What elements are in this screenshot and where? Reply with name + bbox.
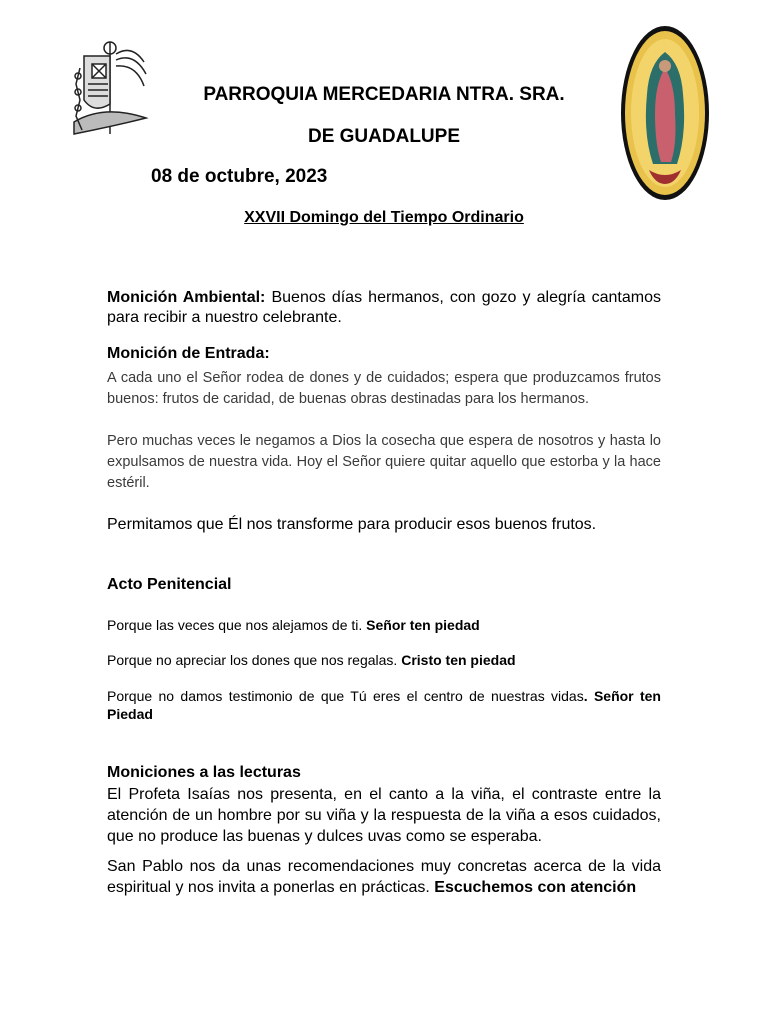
ambiental-paragraph [107, 288, 661, 328]
penitencial-heading: Acto Penitencial [107, 576, 232, 593]
entrada-paragraph-3: Permitamos que Él nos transforme para producir esos buenos frutos. [107, 516, 597, 533]
entrada-paragraph-1: A cada uno el Señor rodea de dones y de cuidados; espera que produzcamos frutos buenos: frutos de caridad, de buenas obras destinadas para los hermanos. [107, 370, 661, 407]
entrada-paragraph-2: Pero muchas veces le negamos a Dios la cosecha que espera de nosotros y hasta lo expulsamos de nuestra vida. Hoy el Señor quiere quitar aquello que estorba y la hace estéril. [107, 433, 661, 491]
lecturas-paragraph-1: El Profeta Isaías nos presenta, en el canto a la viña, el contraste entre la atención de un hombre por su viña y la respuesta de la viña a esos cuidados, que no produce las buenas y dulces uvas como se esperaba. [107, 786, 661, 845]
penitencial-item: Porque no apreciar los dones que nos regalas. Cristo ten piedad [107, 652, 516, 668]
entrada-heading: Monición de Entrada: [107, 345, 270, 362]
lecturas-paragraph-2: San Pablo nos da unas recomendaciones muy concretas acerca de la vida espiritual y nos invita a ponerlas en prácticas. Escuchemos con atención [107, 858, 661, 896]
ambiental-text: Buenos días hermanos, con gozo y alegría cantamos para recibir a nuestro celebrante. [107, 289, 662, 326]
document-date: 08 de octubre, 2023 [151, 166, 328, 187]
penitencial-item: Porque las veces que nos alejamos de ti. Señor ten piedad [107, 617, 480, 633]
liturgical-subtitle: XXVII Domingo del Tiempo Ordinario [244, 209, 524, 226]
penitencial-item: Porque no damos testimonio de que Tú eres el centro de nuestras vidas. Señor ten Piedad [107, 688, 661, 722]
lecturas-heading: Moniciones a las lecturas [107, 764, 301, 781]
parish-title-line1: PARROQUIA MERCEDARIA NTRA. SRA. [203, 84, 565, 105]
guadalupe-oval-image [619, 24, 711, 202]
ambiental-label: Monición Ambiental: [107, 289, 266, 306]
parish-title-line2: DE GUADALUPE [307, 126, 460, 147]
